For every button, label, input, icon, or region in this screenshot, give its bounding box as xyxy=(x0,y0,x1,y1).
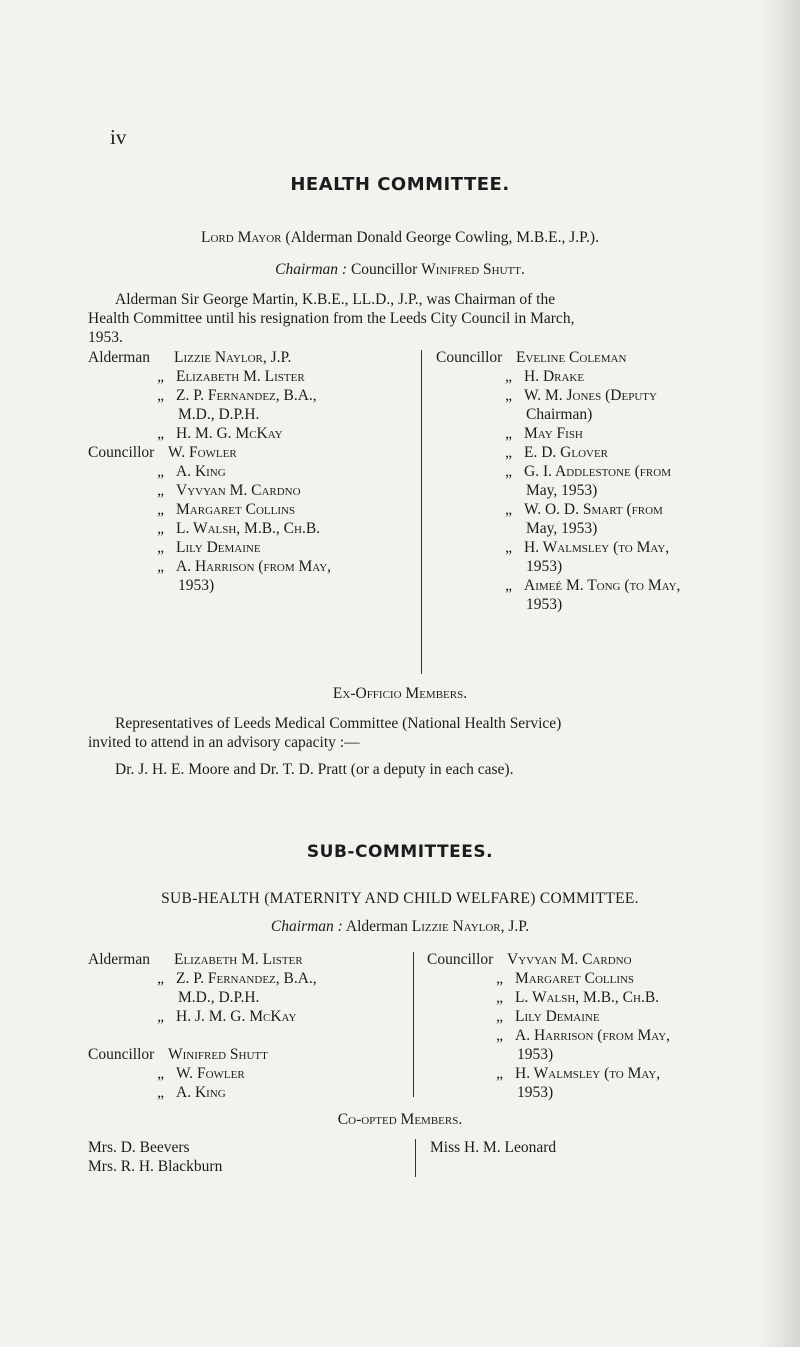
member-entry xyxy=(88,443,408,462)
member-prefix: „ xyxy=(505,501,512,518)
coopted-heading: Co-opted Members. xyxy=(337,1111,463,1128)
member-name-continuation: 1953) xyxy=(526,558,563,575)
member-prefix: „ xyxy=(505,425,512,442)
sub-column-divider xyxy=(413,952,414,1097)
member-entry xyxy=(436,348,736,367)
page-edge-shadow xyxy=(758,0,800,1347)
chairman-line xyxy=(0,260,800,279)
member-name: Margaret Collins xyxy=(176,501,296,518)
member-name: E. D. Glover xyxy=(524,444,609,461)
ex-officio-line-2: invited to attend in an advisory capacity :— xyxy=(88,734,360,751)
member-prefix: „ xyxy=(157,482,164,499)
note-line-3: 1953. xyxy=(88,329,123,346)
member-entry xyxy=(88,481,408,500)
member-name-continuation: 1953) xyxy=(517,1046,554,1063)
member-entry xyxy=(436,443,736,462)
member-entry xyxy=(88,1083,408,1102)
sub-chairman-label: Chairman : xyxy=(270,918,343,935)
member-name-continuation: May, 1953) xyxy=(526,482,598,499)
member-prefix: „ xyxy=(157,1084,164,1101)
chairman-label: Chairman : xyxy=(275,261,348,278)
member-name: W. Fowler xyxy=(176,1065,245,1082)
member-entry-continuation xyxy=(88,576,408,595)
column-divider xyxy=(421,350,422,674)
member-prefix: „ xyxy=(157,520,164,537)
committee-right-column xyxy=(436,348,736,614)
member-entry xyxy=(436,424,736,443)
member-prefix: Councillor xyxy=(436,349,503,366)
member-entry xyxy=(88,386,408,405)
member-name: Eveline Coleman xyxy=(516,349,627,366)
member-entry xyxy=(88,424,408,443)
member-name: H. Walmsley (to May, xyxy=(515,1065,661,1082)
member-entry xyxy=(88,1026,408,1045)
member-prefix: Alderman xyxy=(88,951,150,968)
member-prefix: „ xyxy=(505,539,512,556)
member-prefix: „ xyxy=(505,444,512,461)
member-name-continuation: May, 1953) xyxy=(526,520,598,537)
member-entry xyxy=(427,1007,737,1026)
coopted-left xyxy=(88,1138,222,1176)
member-name-continuation: 1953) xyxy=(517,1084,554,1101)
member-prefix: „ xyxy=(157,425,164,442)
member-prefix: „ xyxy=(157,558,164,575)
member-name-continuation: Chairman) xyxy=(526,406,593,423)
coopted-member: Miss H. M. Leonard xyxy=(430,1139,557,1156)
member-prefix: Councillor xyxy=(427,951,494,968)
member-prefix: „ xyxy=(157,501,164,518)
member-prefix: „ xyxy=(496,1027,503,1044)
member-entry xyxy=(436,500,736,519)
member-name-continuation: M.D., D.P.H. xyxy=(178,406,260,423)
coopted-member: Mrs. D. Beevers xyxy=(88,1139,190,1156)
lord-mayor-label: Lord Mayor xyxy=(201,229,282,246)
member-entry xyxy=(436,538,736,557)
member-entry xyxy=(88,1007,408,1026)
member-entry xyxy=(88,950,408,969)
ex-officio-names: Dr. J. H. E. Moore and Dr. T. D. Pratt (or a deputy in each case). xyxy=(115,761,514,778)
ex-officio-line-1: Representatives of Leeds Medical Committee (National Health Service) xyxy=(115,715,562,732)
member-entry xyxy=(436,462,736,481)
member-name-continuation: 1953) xyxy=(526,596,563,613)
subcommittee-title: SUB-HEALTH (MATERNITY AND CHILD WELFARE) COMMITTEE. xyxy=(161,890,639,907)
member-entry xyxy=(427,1026,737,1045)
member-entry xyxy=(88,969,408,988)
chairman-text: Councillor xyxy=(350,261,418,278)
member-entry-continuation xyxy=(88,405,408,424)
page-number: iv xyxy=(110,125,127,149)
member-name: Z. P. Fernandez, B.A., xyxy=(176,387,317,404)
member-name: H. J. M. G. McKay xyxy=(176,1008,297,1025)
sub-chairman-line xyxy=(0,917,800,936)
member-prefix: „ xyxy=(157,368,164,385)
member-name: Lily Demaine xyxy=(515,1008,600,1025)
member-prefix: „ xyxy=(496,970,503,987)
member-prefix: „ xyxy=(505,387,512,404)
member-entry xyxy=(88,538,408,557)
member-name-continuation: 1953) xyxy=(178,577,215,594)
member-name: H. Walmsley (to May, xyxy=(524,539,670,556)
member-name: Lily Demaine xyxy=(176,539,261,556)
member-prefix: „ xyxy=(496,989,503,1006)
member-name: L. Walsh, M.B., Ch.B. xyxy=(515,989,660,1006)
member-entry-continuation xyxy=(436,595,736,614)
member-name: Lizzie Naylor, J.P. xyxy=(174,349,292,366)
member-entry xyxy=(88,500,408,519)
member-entry xyxy=(427,969,737,988)
note-line-1: Alderman Sir George Martin, K.B.E., LL.D., J.P., was Chairman of the xyxy=(115,291,556,308)
subcommittees-heading: SUB-COMMITTEES. xyxy=(306,842,494,862)
member-prefix: „ xyxy=(157,970,164,987)
member-entry-continuation xyxy=(436,557,736,576)
member-prefix: „ xyxy=(496,1065,503,1082)
member-prefix: „ xyxy=(157,1065,164,1082)
member-entry-continuation xyxy=(436,481,736,500)
member-entry xyxy=(88,348,408,367)
coopted-member: Mrs. R. H. Blackburn xyxy=(88,1158,223,1175)
page-title: HEALTH COMMITTEE. xyxy=(290,174,510,195)
member-prefix: Alderman xyxy=(88,349,150,366)
member-prefix: „ xyxy=(505,577,512,594)
member-entry xyxy=(436,576,736,595)
member-name: W. M. Jones (Deputy xyxy=(524,387,657,404)
member-prefix: „ xyxy=(496,1008,503,1025)
member-entry-continuation xyxy=(427,1045,737,1064)
member-prefix: „ xyxy=(157,387,164,404)
member-entry xyxy=(436,386,736,405)
member-entry-continuation xyxy=(436,519,736,538)
member-name: Vyvyan M. Cardno xyxy=(507,951,632,968)
member-name: May Fish xyxy=(524,425,583,442)
member-prefix: Councillor xyxy=(88,444,155,461)
member-name: Elizabeth M. Lister xyxy=(174,951,303,968)
member-name: A. King xyxy=(176,1084,226,1101)
member-name-continuation: M.D., D.P.H. xyxy=(178,989,260,1006)
member-entry xyxy=(88,1045,408,1064)
member-name: H. M. G. McKay xyxy=(176,425,283,442)
member-name: Margaret Collins xyxy=(515,970,635,987)
member-name: Vyvyan M. Cardno xyxy=(176,482,301,499)
member-entry xyxy=(427,1064,737,1083)
member-prefix: Councillor xyxy=(88,1046,155,1063)
member-prefix: „ xyxy=(157,1008,164,1025)
member-name: G. I. Addlestone (from xyxy=(524,463,671,480)
member-name: W. Fowler xyxy=(168,444,237,461)
lord-mayor-text: (Alderman Donald George Cowling, M.B.E., J.P.). xyxy=(285,229,599,246)
member-entry xyxy=(88,557,408,576)
member-prefix: „ xyxy=(505,463,512,480)
member-name: Z. P. Fernandez, B.A., xyxy=(176,970,317,987)
member-name: A. Harrison (from May, xyxy=(515,1027,671,1044)
member-name: H. Drake xyxy=(524,368,585,385)
sub-left-column xyxy=(88,950,408,1102)
ex-officio-paragraph xyxy=(88,714,732,752)
member-name: L. Walsh, M.B., Ch.B. xyxy=(176,520,321,537)
member-entry xyxy=(436,367,736,386)
lord-mayor-line xyxy=(0,228,800,247)
chairman-name: Winifred Shutt. xyxy=(421,261,525,278)
coopted-right xyxy=(430,1138,556,1157)
sub-chairman-text: Alderman xyxy=(345,918,408,935)
member-prefix: „ xyxy=(157,539,164,556)
member-entry xyxy=(427,950,737,969)
member-entry-continuation xyxy=(88,988,408,1007)
member-entry xyxy=(88,1064,408,1083)
member-name: W. O. D. Smart (from xyxy=(524,501,663,518)
member-entry-continuation xyxy=(436,405,736,424)
member-name: Aimeé M. Tong (to May, xyxy=(524,577,681,594)
member-entry xyxy=(88,519,408,538)
note-line-2: Health Committee until his resignation from the Leeds City Council in March, xyxy=(88,310,575,327)
member-prefix: „ xyxy=(157,463,164,480)
member-name: A. King xyxy=(176,463,226,480)
coopted-divider xyxy=(415,1139,416,1177)
resignation-note xyxy=(88,290,732,347)
member-prefix: „ xyxy=(505,368,512,385)
committee-left-column xyxy=(88,348,408,595)
member-entry-continuation xyxy=(427,1083,737,1102)
member-name: Winifred Shutt xyxy=(168,1046,268,1063)
member-entry xyxy=(88,462,408,481)
sub-right-column xyxy=(427,950,737,1102)
member-name: Elizabeth M. Lister xyxy=(176,368,305,385)
member-name: A. Harrison (from May, xyxy=(176,558,332,575)
ex-officio-heading: Ex-Officio Members. xyxy=(332,685,468,702)
member-entry xyxy=(427,988,737,1007)
member-entry xyxy=(88,367,408,386)
sub-chairman-name: Lizzie Naylor, J.P. xyxy=(411,918,530,935)
